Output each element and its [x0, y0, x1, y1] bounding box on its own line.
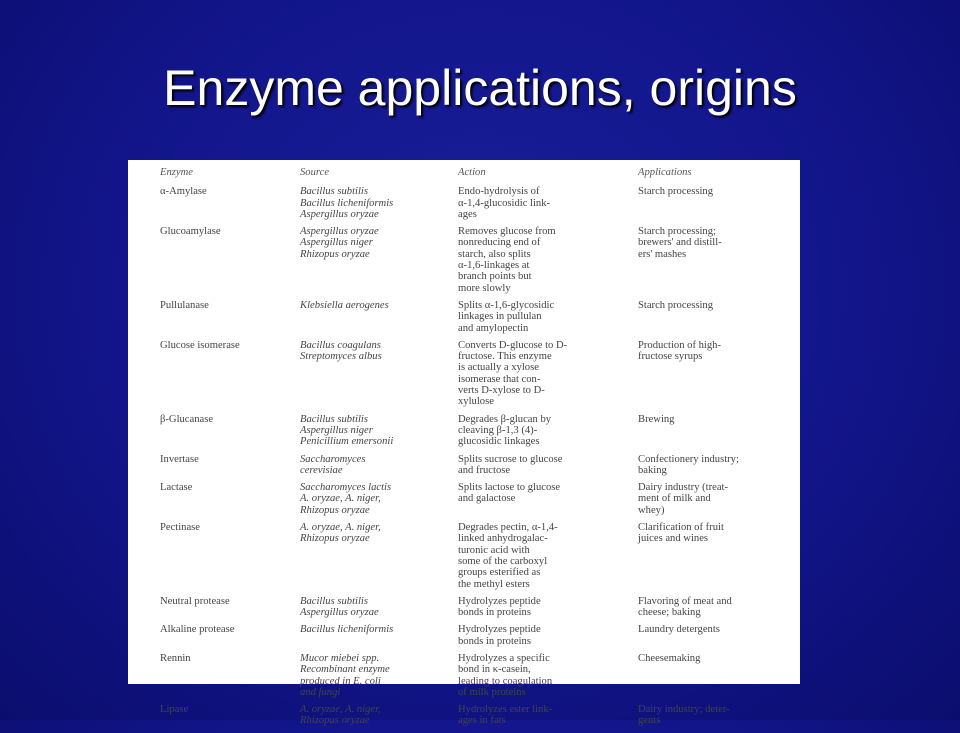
cell-applications: Laundry detergents [638, 624, 720, 636]
table-row [160, 596, 792, 625]
cell-source: Mucor miebei spp. Recombinant enzyme produced in E. coli and fungi [300, 652, 390, 698]
cell-action: Hydrolyzes a specific bond in κ-casein, leading to coagulation of milk proteins [458, 652, 553, 698]
cell-enzyme: Glucoamylase [160, 226, 221, 238]
cell-applications: Starch processing [638, 186, 714, 198]
cell-source: Saccharomyces lactis A. oryzae, A. niger, Rhizopus oryzae [300, 482, 392, 516]
table-row [160, 653, 792, 704]
cell-enzyme: α-Amylase [160, 186, 207, 198]
cell-applications: Brewing [638, 413, 675, 425]
cell-applications: Production of high- fructose syrups [638, 339, 721, 363]
cell-action: Degrades β-glucan by cleaving β-1,3 (4)- glucosidic linkages [458, 413, 552, 448]
cell-action: Splits α-1,6-glycosidic linkages in pullulan and amylopectin [458, 299, 555, 334]
table-body [160, 186, 792, 732]
cell-enzyme: Pullulanase [160, 299, 209, 311]
cell-source: Bacillus subtilis Aspergillus niger Penicillium emersonii [300, 413, 394, 448]
cell-enzyme: Neutral protease [160, 595, 230, 607]
table-row [160, 300, 792, 340]
cell-applications: Confectionery industry; baking [638, 453, 739, 476]
cell-applications: Dairy industry; deter- gents [638, 704, 730, 727]
cell-applications: Clarification of fruit juices and wines [638, 522, 724, 545]
table-row [160, 624, 792, 653]
cell-source: Aspergillus oryzae Aspergillus niger Rhizopus oryzae [300, 226, 379, 260]
cell-enzyme: Glucose isomerase [160, 339, 240, 351]
table-header-row [160, 167, 792, 186]
enzyme-table-image [128, 160, 800, 727]
enzyme-table [160, 167, 792, 733]
cell-source: Bacillus subtilis Bacillus licheniformis Aspergillus oryzae [300, 186, 394, 220]
cell-source: Bacillus subtilis Aspergillus oryzae [300, 595, 379, 619]
cell-applications: Starch processing; brewers' and distill- ers' mashes [638, 226, 722, 260]
cell-source: Klebsiella aerogenes [300, 299, 389, 311]
cell-source: Bacillus licheniformis [300, 624, 394, 636]
table-row [160, 414, 792, 454]
cell-source: A. oryzae, A. niger, Rhizopus oryzae [300, 522, 381, 545]
cell-applications: Cheesemaking [638, 652, 701, 664]
table-row [160, 704, 792, 733]
cell-action: Hydrolyzes ester link- ages in fats [458, 704, 553, 727]
cell-enzyme: β-Glucanase [160, 413, 214, 425]
cell-enzyme: Rennin [160, 652, 191, 664]
cell-enzyme: Lactase [160, 482, 193, 494]
cell-action: Endo-hydrolysis of α-1,4-glucosidic link- ages [458, 186, 551, 220]
cell-applications: Dairy industry (treat- ment of milk and whey) [638, 482, 729, 516]
cell-enzyme: Pectinase [160, 522, 201, 534]
table-row [160, 454, 792, 483]
slide-title: Enzyme applications, origins [163, 60, 797, 116]
header-applications: Applications [638, 167, 692, 178]
cell-enzyme: Lipase [160, 704, 189, 716]
cell-source: Bacillus coagulans Streptomyces albus [300, 339, 382, 363]
cell-action: Hydrolyzes peptide bonds in proteins [458, 595, 541, 619]
table-row [160, 186, 792, 226]
cell-enzyme: Alkaline protease [160, 624, 235, 636]
cell-source: A. oryzae, A. niger, Rhizopus oryzae [300, 704, 381, 727]
header-source: Source [300, 167, 330, 178]
header-enzyme: Enzyme [160, 167, 193, 178]
cell-action: Splits lactose to glucose and galactose [458, 482, 561, 505]
table-row [160, 482, 792, 522]
cell-action: Converts D-glucose to D- fructose. This enzyme is actually a xylose isomerase that con- verts D-xylose to D- xylulose [458, 339, 568, 408]
cell-enzyme: Invertase [160, 453, 199, 465]
table-row [160, 522, 792, 596]
cell-action: Splits sucrose to glucose and fructose [458, 453, 563, 476]
cell-source: Saccharomyces cerevisiae [300, 453, 366, 476]
cell-action: Degrades pectin, α-1,4- linked anhydrogalac- turonic acid with some of the carboxyl groups esterified as the methyl esters [458, 522, 558, 590]
cell-action: Removes glucose from nonreducing end of starch, also splits α-1,6-linkages at branch points but more slowly [458, 226, 556, 294]
cell-applications: Starch processing [638, 299, 714, 311]
table-row [160, 340, 792, 414]
cell-applications: Flavoring of meat and cheese; baking [638, 595, 732, 619]
cell-action: Hydrolyzes peptide bonds in proteins [458, 624, 541, 647]
header-action: Action [458, 167, 486, 178]
table-row [160, 226, 792, 300]
